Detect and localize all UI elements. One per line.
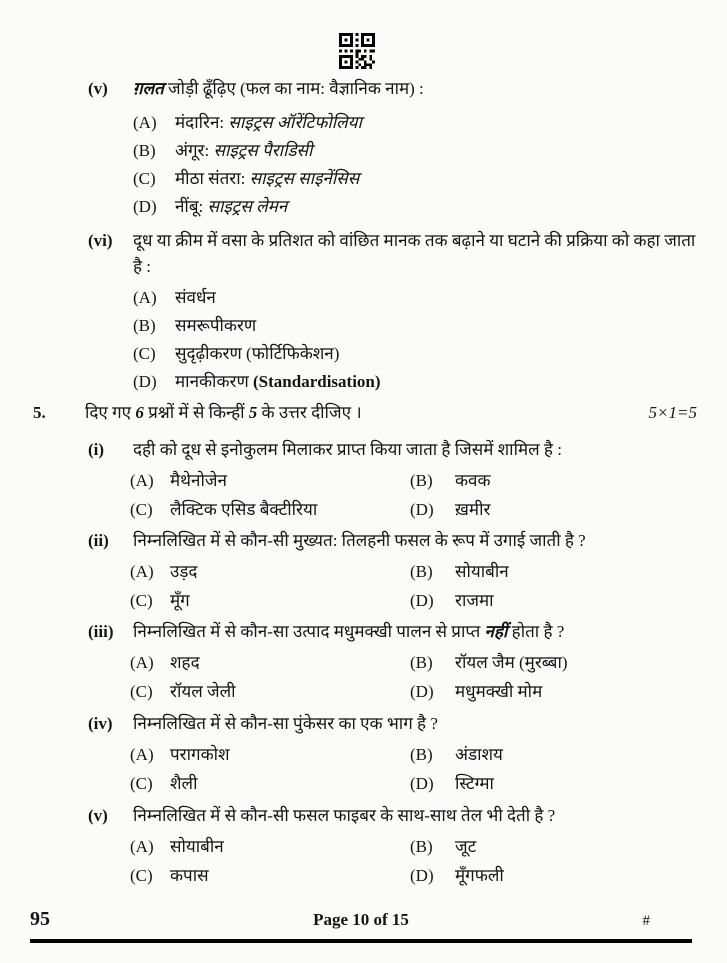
option-letter: (D) [410,774,434,793]
option-text: रॉयल जेली [170,682,236,701]
option-letter: (A) [130,653,154,672]
option-text [175,371,381,393]
option-letter: (D) [133,197,157,216]
options-5iii [0,651,727,703]
option-text: उड़द [170,562,198,581]
question-text [133,76,424,102]
scientific-name: साइट्रस साइनेंसिस [249,169,360,188]
page-footer [30,908,692,943]
option-row [133,315,727,337]
option-letter: (B) [133,316,156,335]
sub-question-number: (v) [88,79,108,98]
scientific-name: साइट्रस ऑरेंटिफोलिया [228,113,362,132]
option-letter: (B) [410,745,433,764]
scientific-name: साइट्रस लेमन [207,197,288,216]
option-letter: (B) [410,837,433,856]
option-row [133,112,727,134]
qr-code-icon [339,33,375,69]
paper-code: 95 [30,908,50,930]
option-text-hindi: मानकीकरण [175,372,254,391]
sub-question-number: (i) [88,440,105,459]
option-letter: (C) [133,169,156,188]
option-row [133,196,727,218]
emphasis-word: ग़लत [133,79,164,98]
fruit-name: अंगूर: [175,141,214,160]
option-text [175,140,312,162]
option-text: कपास [170,866,209,885]
option-text: मैथेनोजेन [170,471,227,490]
option-letter: (C) [130,591,153,610]
options-row [130,835,727,858]
question-text-pre: निम्नलिखित में से कौन-सा उत्पाद मधुमक्खी पालन से प्राप्त [133,622,485,641]
option-text: मूँग [170,591,190,610]
option-row [133,287,727,309]
question-5i [88,437,727,463]
options-5iv [0,743,727,795]
option-text: मूँगफली [455,866,504,885]
option-text: परागकोश [170,745,230,764]
option-text: जूट [455,837,477,856]
question-text: दूध या क्रीम में वसा के प्रतिशत को वांछित मानक तक बढ़ाने या घटाने की प्रक्रिया को कहा जाता है : [133,231,696,276]
option-text [175,168,359,190]
question-text-post: होता है ? [507,622,565,641]
option-row [133,343,727,365]
option-letter: (D) [410,866,434,885]
question-4v [88,76,727,102]
option-letter: (A) [133,113,157,132]
option-letter: (C) [130,682,153,701]
options-row [130,589,727,612]
option-letter: (A) [133,288,157,307]
question-5iv [88,711,727,737]
options-row [130,560,727,583]
option-row [133,168,727,190]
options-row [130,772,727,795]
option-letter: (A) [130,837,154,856]
question-5iii [88,619,727,645]
option-text: रॉयल जैम (मुरब्बा) [455,653,568,672]
options-4v [0,112,727,218]
option-text: मधुमक्खी मोम [455,682,543,701]
options-row [130,498,727,521]
emphasis-word: नहीं [484,622,508,641]
option-letter: (B) [410,471,433,490]
option-letter: (D) [133,372,157,391]
option-text: शहद [170,653,200,672]
options-5v [0,835,727,887]
option-letter: (B) [410,653,433,672]
options-row [130,469,727,492]
option-text: समरूपीकरण [175,316,257,335]
option-letter: (A) [130,471,154,490]
option-text: अंडाशय [455,745,503,764]
option-text: सुदृढ़ीकरण (फोर्टिफिकेशन) [175,344,340,363]
options-5i [0,469,727,521]
question-text: निम्नलिखित में से कौन-सा पुंकेसर का एक भाग है ? [133,714,438,733]
question-text: निम्नलिखित में से कौन-सी मुख्यत: तिलहनी फसल के रूप में उगाई जाती है ? [133,531,586,550]
option-letter: (D) [410,682,434,701]
question-5-header [33,401,727,424]
option-text: सोयाबीन [455,562,509,581]
option-letter: (C) [130,500,153,519]
question-5v [88,803,727,829]
fruit-name: नींबू: [175,197,208,216]
option-text: लैक्टिक एसिड बैक्टीरिया [170,500,318,519]
option-text [175,196,287,218]
option-text: ख़मीर [455,500,491,519]
hash-mark: # [642,913,650,929]
option-letter: (C) [130,866,153,885]
option-letter: (A) [130,562,154,581]
count-attempt: 5 [248,403,258,422]
sub-question-number: (v) [88,806,108,825]
option-text: कवक [455,471,491,490]
fruit-name: मंदारिन: [175,113,229,132]
option-text: राजमा [455,591,494,610]
instruction-part: के उत्तर दीजिए । [257,403,362,422]
question-text: दही को दूध से इनोकुलम मिलाकर प्राप्त किया जाता है जिसमें शामिल है : [133,440,562,459]
option-text: संवर्धन [175,288,216,307]
options-4vi [0,287,727,393]
question-text [133,619,564,645]
option-text: शैली [170,774,198,793]
sub-question-number: (iii) [88,622,114,641]
options-row [130,743,727,766]
scientific-name: साइट्रस पैराडिसी [213,141,313,160]
question-instruction [85,401,362,424]
option-row [133,140,727,162]
sub-question-number: (ii) [88,531,109,550]
question-text-rest: जोड़ी ढूँढ़िए (फल का नाम: वैज्ञानिक नाम) : [163,79,424,98]
instruction-part: प्रश्नों में से किन्हीं [143,403,249,422]
options-5ii [0,560,727,612]
option-text: सोयाबीन [170,837,224,856]
question-4vi [88,228,727,280]
fruit-name: मीठा संतरा: [175,169,250,188]
option-text [175,112,362,134]
option-letter: (C) [133,344,156,363]
options-row [130,651,727,674]
question-text: निम्नलिखित में से कौन-सी फसल फाइबर के साथ-साथ तेल भी देती है ? [133,806,556,825]
question-number: 5. [33,403,46,422]
option-row [133,371,727,393]
count-total: 6 [135,403,144,422]
option-letter: (B) [410,562,433,581]
page-number: Page 10 of 15 [313,910,409,929]
sub-question-number: (vi) [88,231,113,250]
options-row [130,680,727,703]
option-letter: (C) [130,774,153,793]
option-letter: (A) [130,745,154,764]
options-row [130,864,727,887]
option-text: स्टिग्मा [455,774,494,793]
marks-scheme: 5×1=5 [648,403,697,422]
option-letter: (D) [410,500,434,519]
option-text-english: (Standardisation) [253,372,381,391]
option-letter: (B) [133,141,156,160]
sub-question-number: (iv) [88,714,113,733]
question-5ii [88,528,727,554]
option-letter: (D) [410,591,434,610]
instruction-part: दिए गए [85,403,136,422]
